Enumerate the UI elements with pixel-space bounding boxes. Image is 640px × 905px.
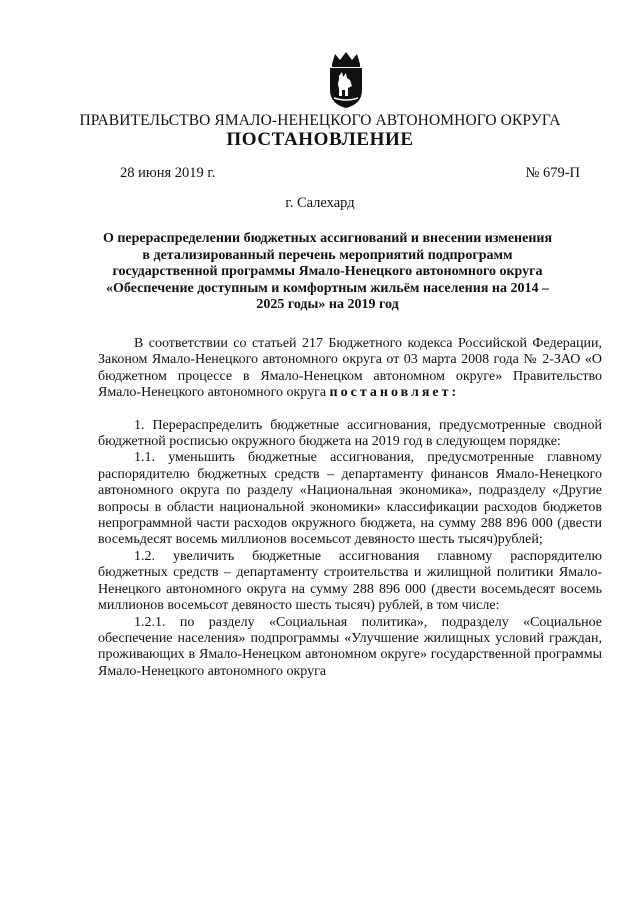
paragraph-1-1: 1.1. уменьшить бюджетные ассигнования, предусмотренные главному распорядителю бюджетных средств – департаменту финансов Ямало-Ненецкого автономного округа по разделу «Национальная экономика», подразделу «Другие вопросы в области национальной экономики» классификации расходов бюджетов непрограммной части расходов окружного бюджета, на сумму 288 896 000 (двести восемьдесят восемь миллионов восемьсот девяносто шесть тысяч)рублей;	[98, 450, 602, 548]
preamble-paragraph	[98, 336, 602, 402]
document-city: г. Салехард	[285, 195, 355, 211]
document-date: 28 июня 2019 г.	[120, 165, 216, 181]
paragraph-1: 1. Перераспределить бюджетные ассигнования, предусмотренные сводной бюджетной росписью окружного бюджета на 2019 год в следующем порядке:	[98, 417, 602, 450]
paragraph-1-2: 1.2. увеличить бюджетные ассигнования главному распорядителю бюджетных средств – департаменту строительства и жилищной политики Ямало-Ненецкого автономного округа на сумму 288 896 000 (двести восемьдесят восемь миллионов восемьсот девяносто шесть тысяч) рублей, в том числе:	[98, 548, 602, 614]
preamble-text: В соответствии со статьей 217 Бюджетного кодекса Российской Федерации, Законом Ямало-Ненецкого автономного округа от 03 марта 2008 года № 2-ЗАО «О бюджетном процессе в Ямало-Ненецком автономном округе» Правительство Ямало-Ненецкого автономного округа	[98, 336, 602, 401]
document-number: № 679-П	[525, 165, 580, 181]
paragraph-1-2-1: 1.2.1. по разделу «Социальная политика», подразделу «Социальное обеспечение населения» подпрограммы «Улучшение жилищных условий граждан, проживающих в Ямало-Ненецком автономном округе» государственной программы Ямало-Ненецкого автономного округа	[98, 614, 602, 679]
document-type-title: ПОСТАНОВЛЕНИЕ	[226, 129, 414, 150]
decree-word: постановляет:	[329, 385, 460, 401]
government-name: ПРАВИТЕЛЬСТВО ЯМАЛО-НЕНЕЦКОГО АВТОНОМНОГО ОКРУГА	[79, 112, 561, 129]
document-subject: О перераспределении бюджетных ассигнований и внесении изменения в детализированный перечень мероприятий подпрограмм государственной программы Ямало-Ненецкого автономного округа «Обеспечение доступным и комфортным жильём населения на 2014 – 2025 годы» на 2019 год	[102, 231, 553, 312]
document-body	[98, 336, 602, 680]
coat-of-arms-icon	[324, 50, 368, 110]
